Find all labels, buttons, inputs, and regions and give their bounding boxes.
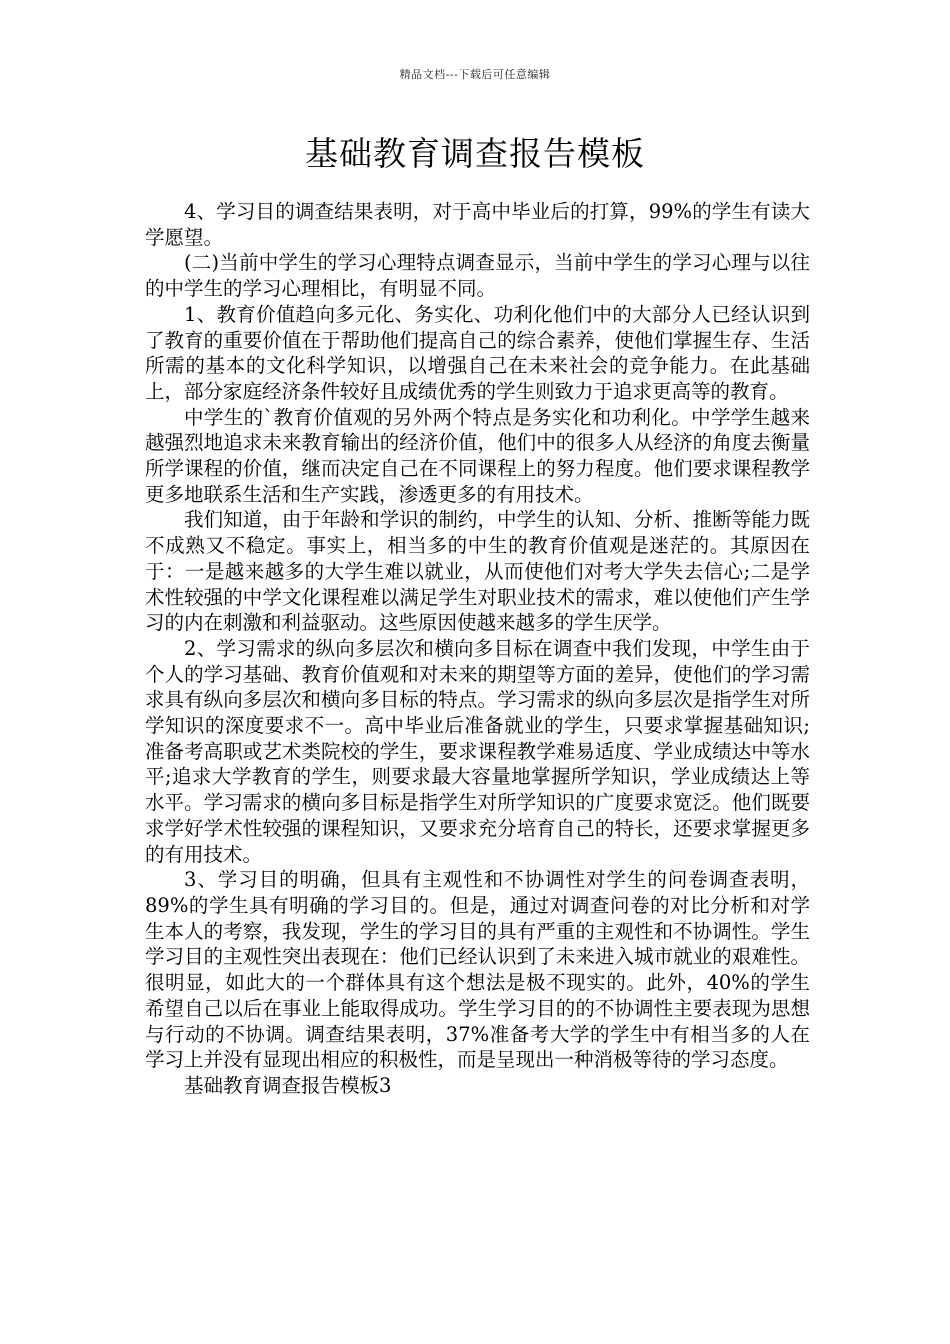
- header-note: 精品文档---下载后可任意编辑: [399, 68, 551, 81]
- document-body: [145, 199, 810, 1099]
- section-heading: 基础教育调查报告模板3: [184, 1073, 392, 1097]
- paragraph: 4、学习目的调查结果表明，对于高中毕业后的打算，99%的学生有读大学愿望。: [145, 200, 810, 249]
- paragraph: 我们知道，由于年龄和学识的制约，中学生的认知、分析、推断等能力既不成熟又不稳定。事实上，相当多的中生的教育价值观是迷茫的。其原因在于：一是越来越多的大学生难以就业，从而使他们对考大学失去信心;二是学术性较强的中学文化课程难以满足学生对职业技术的需求，难以使他们产生学习的内在刺激和利益驱动。这些原因使越来越多的学生厌学。: [145, 508, 810, 635]
- paragraph: 2、学习需求的纵向多层次和横向多目标在调查中我们发现，中学生由于个人的学习基础、教育价值观和对未来的期望等方面的差异，使他们的学习需求具有纵向多层次和横向多目标的特点。学习需求的纵向多层次是指学生对所学知识的深度要求不一。高中毕业后准备就业的学生，只要求掌握基础知识;准备考高职或艺术类院校的学生，要求课程教学难易适度、学业成绩达中等水平;追求大学教育的学生，则要求最大容量地掌握所学知识，学业成绩达上等水平。学习需求的横向多目标是指学生对所学知识的广度要求宽泛。他们既要求学好学术性较强的课程知识，又要求充分培育自己的特长，还要求掌握更多的有用技术。: [145, 636, 810, 866]
- paragraph: 3、学习目的明确，但具有主观性和不协调性对学生的问卷调查表明，89%的学生具有明确的学习目的。但是，通过对调查问卷的对比分析和对学生本人的考察，我发现，学生的学习目的具有严重的主观性和不协调性。学生学习目的主观性突出表现在：他们已经认识到了未来进入城市就业的艰难性。很明显，如此大的一个群体具有这个想法是极不现实的。此外，40%的学生希望自己以后在事业上能取得成功。学生学习目的的不协调性主要表现为思想与行动的不协调。调查结果表明，37%准备考大学的学生中有相当多的人在学习上并没有显现出相应的积极性，而是呈现出一种消极等待的学习态度。: [145, 868, 810, 1072]
- document-title: 基础教育调查报告模板: [305, 134, 645, 173]
- paragraph: 中学生的`教育价值观的另外两个特点是务实化和功利化。中学学生越来越强烈地追求未来教育输出的经济价值，他们中的很多人从经济的角度去衡量所学课程的价值，继而决定自己在不同课程上的努力程度。他们要求课程教学更多地联系生活和生产实践，渗透更多的有用技术。: [145, 405, 810, 506]
- paragraph: (二)当前中学生的学习心理特点调查显示，当前中学生的学习心理与以往的中学生的学习心理相比，有明显不同。: [145, 251, 810, 301]
- paragraph: 1、教育价值趋向多元化、务实化、功利化他们中的大部分人已经认识到了教育的重要价值在于帮助他们提高自己的综合素养，使他们掌握生存、生活所需的基本的文化科学知识，以增强自己在未来社会的竞争能力。在此基础上，部分家庭经济条件较好且成绩优秀的学生则致力于追求更高等的教育。: [145, 302, 810, 403]
